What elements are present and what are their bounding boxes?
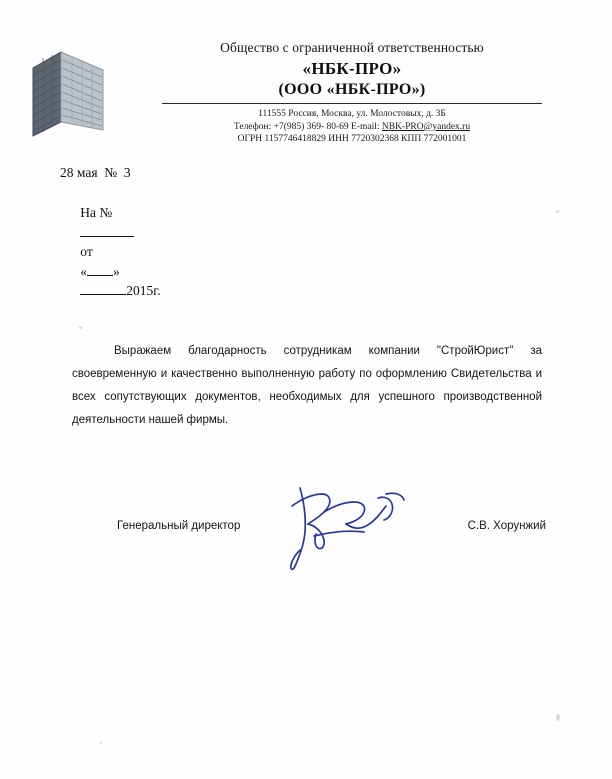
- reference-number-field[interactable]: [80, 236, 134, 237]
- reference-number-label: На №: [80, 205, 113, 221]
- signer-title: Генеральный директор: [117, 520, 241, 532]
- logo-container: [0, 40, 140, 140]
- scan-artifact: [100, 742, 102, 744]
- reference-day-field[interactable]: [87, 275, 113, 276]
- signer-name: С.В. Хорунжий: [467, 520, 546, 532]
- body-paragraph: Выражаем благодарность сотрудникам компании "СтройЮрист" за своевременную и качественно выполненную работу по оформлению Свидетельства и всех сопутствующих документов, необходимых для успешного производственной деятельности нашей фирмы.: [72, 345, 542, 426]
- org-full-name: Общество с ограниченной ответственностью: [220, 40, 484, 55]
- org-phone-email: [140, 121, 564, 134]
- scan-artifact: [556, 714, 560, 721]
- email-link[interactable]: NBK-PRO@yandex.ru: [381, 121, 471, 132]
- letter-body: [72, 340, 542, 432]
- org-address: 111555 Россия, Москва, ул. Молостовых, д. 3Б: [258, 109, 446, 119]
- organization-block: [140, 40, 612, 146]
- building-logo-icon: [31, 48, 109, 140]
- handwritten-signature-icon: [278, 480, 428, 580]
- reference-day-quote-open: «: [80, 263, 87, 279]
- reference-from-label: от: [80, 244, 93, 260]
- reference-year: 2015г.: [126, 283, 161, 299]
- org-short-name: «НБК-ПРО»: [302, 59, 402, 78]
- reference-block: [60, 163, 161, 321]
- org-legal-name: (ООО «НБК-ПРО»): [278, 81, 426, 98]
- org-contacts: [140, 108, 564, 146]
- scan-artifact: [79, 326, 82, 329]
- scan-artifact: [556, 210, 559, 213]
- reference-month-field[interactable]: [80, 294, 126, 295]
- reference-line: [60, 184, 161, 321]
- letterhead-divider: [162, 103, 542, 104]
- org-registration-codes: ОГРН 1157746418829 ИНН 7720302368 КПП 772001001: [237, 134, 467, 145]
- letterhead: [0, 40, 612, 146]
- phone-label: Телефон: +7(985) 369- 80-69 E-mail:: [233, 121, 382, 132]
- reference-day-quote-close: »: [113, 263, 120, 279]
- document-date: 28 мая № 3: [60, 165, 131, 180]
